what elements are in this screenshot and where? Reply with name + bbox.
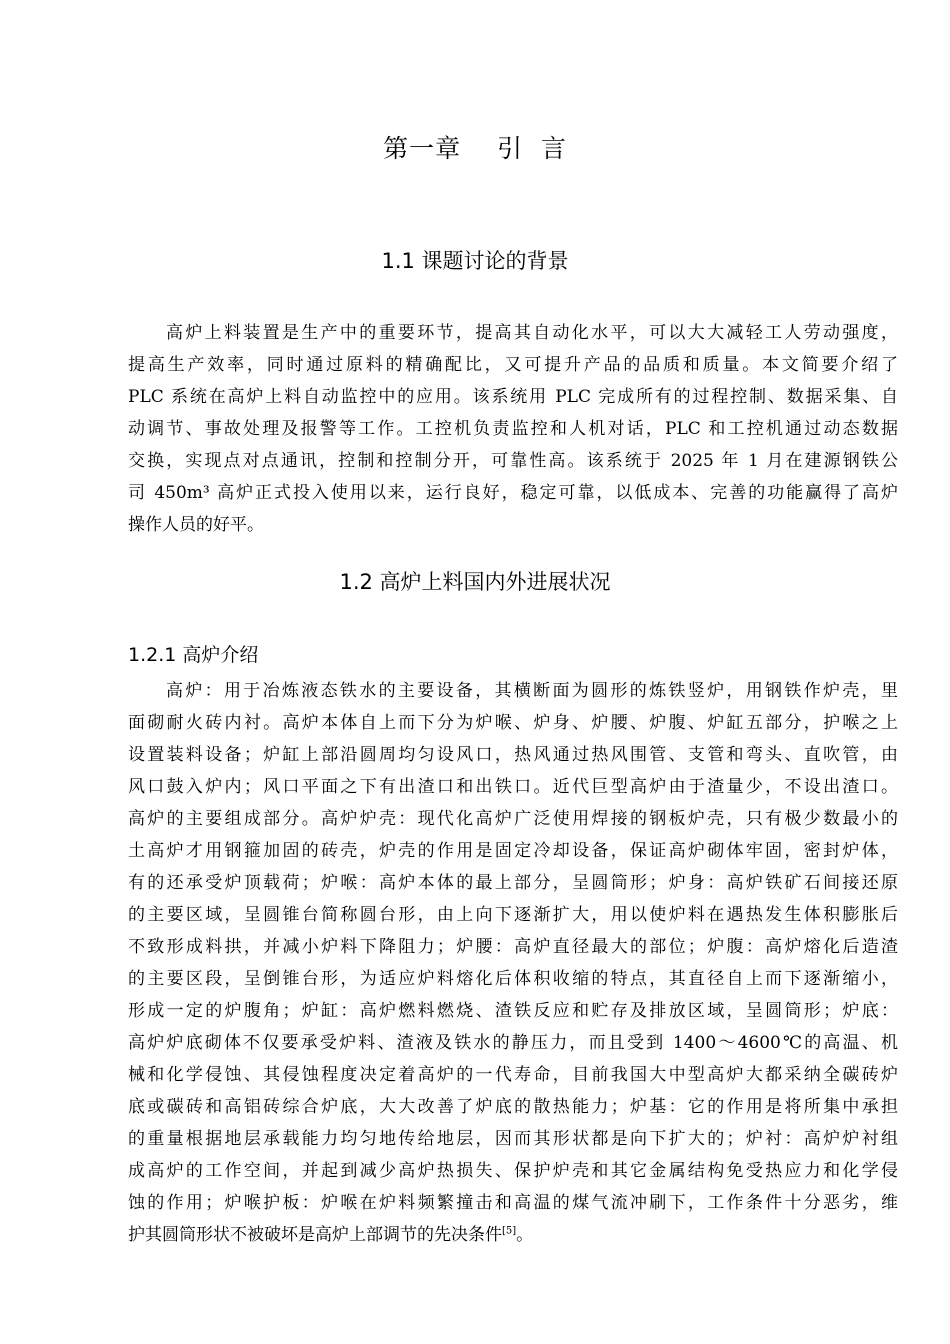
paragraph-line: 司 450m³ 高炉正式投入使用以来，运行良好，稳定可靠，以低成本、完善的功能赢得了高炉 — [128, 483, 898, 503]
paragraph-line: 风口鼓入炉内；风口平面之下有出渣口和出铁口。近代巨型高炉由于渣量少，不设出渣口。 — [128, 777, 898, 797]
paragraph-line-final — [128, 1219, 898, 1251]
subsection-1-2-1-paragraph — [128, 675, 898, 1251]
paragraph-line: 械和化学侵蚀、其侵蚀程度决定着高炉的一代寿命，目前我国大中型高炉大都采纳全碳砖炉 — [128, 1065, 898, 1085]
paragraph-line: 土高炉才用钢箍加固的砖壳，炉壳的作用是固定冷却设备，保证高炉砌体牢固，密封炉体， — [128, 841, 898, 861]
paragraph-line: 高炉的主要组成部分。高炉炉壳：现代化高炉广泛使用焊接的钢板炉壳，只有极少数最小的 — [128, 809, 898, 829]
paragraph-line: 高炉上料装置是生产中的重要环节，提高其自动化水平，可以大大减轻工人劳动强度， — [166, 323, 898, 343]
chapter-title: 第一章 引 言 — [383, 134, 567, 163]
paragraph-line: 提高生产效率，同时通过原料的精确配比，又可提升产品的品质和质量。本文简要介绍了 — [128, 355, 898, 375]
paragraph-line: 操作人员的好平。 — [128, 515, 264, 535]
paragraph-line: 有的还承受炉顶载荷；炉喉：高炉本体的最上部分，呈圆筒形；炉身：高炉铁矿石间接还原 — [128, 873, 898, 893]
paragraph-line: 高炉：用于冶炼液态铁水的主要设备，其横断面为圆形的炼铁竖炉，用钢铁作炉壳，里 — [166, 681, 898, 701]
paragraph-line: 交换，实现点对点通讯，控制和控制分开，可靠性高。该系统于 2025 年 1 月在建源钢铁公 — [128, 451, 898, 471]
paragraph-line: 的重量根据地层承载能力均匀地传给地层，因而其形状都是向下扩大的；炉衬：高炉炉衬组 — [128, 1129, 898, 1149]
sentence-end-mark: 。 — [516, 1225, 534, 1245]
paragraph-line: 的主要区域，呈圆锥台简称圆台形，由上向下逐渐扩大，用以使炉料在遇热发生体积膨胀后 — [128, 905, 898, 925]
section-1-1-title: 1.1 课题讨论的背景 — [381, 249, 569, 273]
paragraph-line-text: 护其圆筒形状不被破坏是高炉上部调节的先决条件 — [128, 1225, 502, 1245]
citation-reference: [5] — [502, 1225, 517, 1237]
paragraph-line: 底或碳砖和高铝砖综合炉底，大大改善了炉底的散热能力；炉基：它的作用是将所集中承担 — [128, 1097, 898, 1117]
paragraph-line: 的主要区段，呈倒锥台形，为适应炉料熔化后体积收缩的特点，其直径自上而下逐渐缩小， — [128, 969, 898, 989]
paragraph-line: PLC 系统在高炉上料自动监控中的应用。该系统用 PLC 完成所有的过程控制、数据采集、自 — [128, 387, 898, 407]
paragraph-line: 形成一定的炉腹角；炉缸：高炉燃料燃烧、渣铁反应和贮存及排放区域，呈圆筒形；炉底： — [128, 1001, 898, 1021]
paragraph-line: 设置装料设备；炉缸上部沿圆周均匀设风口，热风通过热风围管、支管和弯头、直吹管，由 — [128, 745, 898, 765]
paragraph-line: 面砌耐火砖内衬。高炉本体自上而下分为炉喉、炉身、炉腰、炉腹、炉缸五部分，护喉之上 — [128, 713, 898, 733]
paragraph-line: 高炉炉底砌体不仅要承受炉料、渣液及铁水的静压力，而且受到 1400～4600℃的高温、机 — [128, 1033, 898, 1053]
section-1-2-title: 1.2 高炉上料国内外进展状况 — [339, 570, 611, 594]
paragraph-line: 蚀的作用；炉喉护板：炉喉在炉料频繁撞击和高温的煤气流冲刷下，工作条件十分恶劣，维 — [128, 1193, 898, 1213]
paragraph-line: 动调节、事故处理及报警等工作。工控机负责监控和人机对话，PLC 和工控机通过动态数据 — [128, 419, 898, 439]
paragraph-line: 不致形成料拱，并减小炉料下降阻力；炉腰：高炉直径最大的部位；炉腹：高炉熔化后造渣 — [128, 937, 898, 957]
section-1-1-paragraph — [128, 317, 898, 541]
subsection-1-2-1-title: 1.2.1 高炉介绍 — [128, 644, 259, 666]
paragraph-line: 成高炉的工作空间，并起到减少高炉热损失、保护炉壳和其它金属结构免受热应力和化学侵 — [128, 1161, 898, 1181]
